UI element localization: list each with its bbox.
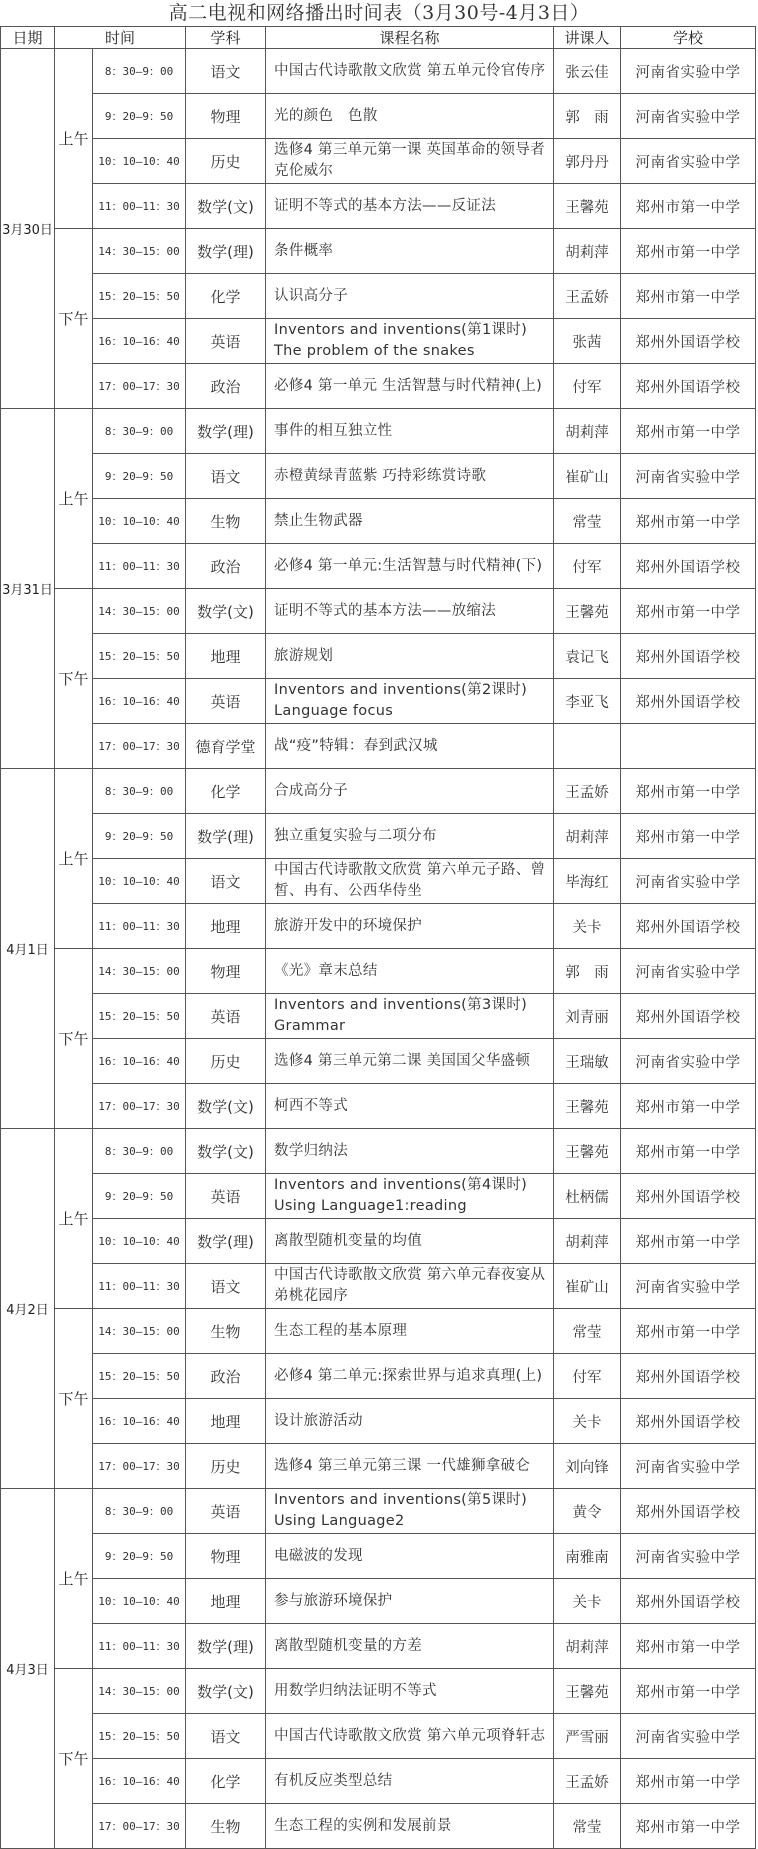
table-row — [1, 229, 756, 274]
time-cell: 17：00—17：30 — [93, 1444, 186, 1489]
time-cell: 10：10—10：40 — [93, 499, 186, 544]
subject-cell: 语文 — [186, 1264, 266, 1309]
course-cell: 旅游开发中的环境保护 — [266, 904, 554, 949]
school-cell: 河南省实验中学 — [621, 139, 756, 184]
time-cell: 8：30—9：00 — [93, 769, 186, 814]
course-cell: 生态工程的基本原理 — [266, 1309, 554, 1354]
subject-cell: 政治 — [186, 1354, 266, 1399]
table-row — [1, 184, 756, 229]
table-row — [1, 1174, 756, 1219]
teacher-cell: 袁记飞 — [554, 634, 621, 679]
teacher-cell: 王馨苑 — [554, 1084, 621, 1129]
school-cell: 郑州市第一中学 — [621, 1624, 756, 1669]
subject-cell: 英语 — [186, 1489, 266, 1534]
half-day-cell: 下午 — [55, 1669, 93, 1849]
school-cell: 郑州市第一中学 — [621, 1129, 756, 1174]
course-cell: 禁止生物武器 — [266, 499, 554, 544]
subject-cell: 物理 — [186, 949, 266, 994]
teacher-cell: 崔矿山 — [554, 454, 621, 499]
header-course: 课程名称 — [266, 27, 554, 49]
time-cell: 17：00—17：30 — [93, 364, 186, 409]
subject-cell: 地理 — [186, 634, 266, 679]
school-cell: 郑州市第一中学 — [621, 1669, 756, 1714]
subject-cell: 语文 — [186, 49, 266, 94]
school-cell: 郑州外国语学校 — [621, 679, 756, 724]
subject-cell: 英语 — [186, 1174, 266, 1219]
subject-cell: 政治 — [186, 544, 266, 589]
subject-cell: 化学 — [186, 1759, 266, 1804]
teacher-cell: 胡莉萍 — [554, 814, 621, 859]
course-cell: 数学归纳法 — [266, 1129, 554, 1174]
time-cell: 14：30—15：00 — [93, 949, 186, 994]
table-row — [1, 769, 756, 814]
half-day-cell: 上午 — [55, 769, 93, 949]
school-cell: 河南省实验中学 — [621, 949, 756, 994]
subject-cell: 生物 — [186, 1309, 266, 1354]
subject-cell: 数学(理) — [186, 1219, 266, 1264]
time-cell: 17：00—17：30 — [93, 1804, 186, 1849]
time-cell: 10：10—10：40 — [93, 139, 186, 184]
teacher-cell: 常莹 — [554, 1309, 621, 1354]
table-row — [1, 1624, 756, 1669]
table-row — [1, 859, 756, 904]
teacher-cell: 王孟娇 — [554, 769, 621, 814]
time-cell: 16：10—16：40 — [93, 319, 186, 364]
half-day-cell: 上午 — [55, 409, 93, 589]
table-row — [1, 1129, 756, 1174]
table-row — [1, 814, 756, 859]
school-cell: 郑州市第一中学 — [621, 769, 756, 814]
table-row — [1, 454, 756, 499]
schedule-body — [1, 49, 756, 1849]
half-day-cell: 下午 — [55, 1309, 93, 1489]
course-cell: 条件概率 — [266, 229, 554, 274]
course-cell: 必修4 第一单元:生活智慧与时代精神(下) — [266, 544, 554, 589]
time-cell: 8：30—9：00 — [93, 1489, 186, 1534]
course-cell: 证明不等式的基本方法——反证法 — [266, 184, 554, 229]
course-cell: 选修4 第三单元第二课 美国国父华盛顿 — [266, 1039, 554, 1084]
half-day-cell: 上午 — [55, 49, 93, 229]
course-cell: 战“疫”特辑：春到武汉城 — [266, 724, 554, 769]
table-row — [1, 1489, 756, 1534]
time-cell: 8：30—9：00 — [93, 49, 186, 94]
table-row — [1, 1714, 756, 1759]
time-cell: 9：20—9：50 — [93, 814, 186, 859]
time-cell: 11：00—11：30 — [93, 184, 186, 229]
table-row — [1, 1444, 756, 1489]
school-cell: 郑州市第一中学 — [621, 274, 756, 319]
time-cell: 8：30—9：00 — [93, 409, 186, 454]
table-row — [1, 634, 756, 679]
course-cell: 有机反应类型总结 — [266, 1759, 554, 1804]
time-cell: 11：00—11：30 — [93, 904, 186, 949]
school-cell: 郑州市第一中学 — [621, 499, 756, 544]
school-cell: 郑州市第一中学 — [621, 1084, 756, 1129]
time-cell: 14：30—15：00 — [93, 589, 186, 634]
course-cell: 证明不等式的基本方法——放缩法 — [266, 589, 554, 634]
school-cell: 河南省实验中学 — [621, 94, 756, 139]
header-time: 时间 — [55, 27, 186, 49]
time-cell: 9：20—9：50 — [93, 1534, 186, 1579]
teacher-cell: 刘向锋 — [554, 1444, 621, 1489]
time-cell: 15：20—15：50 — [93, 634, 186, 679]
course-cell: 认识高分子 — [266, 274, 554, 319]
course-cell: 合成高分子 — [266, 769, 554, 814]
subject-cell: 英语 — [186, 679, 266, 724]
table-row — [1, 544, 756, 589]
time-cell: 15：20—15：50 — [93, 1714, 186, 1759]
course-cell: 生态工程的实例和发展前景 — [266, 1804, 554, 1849]
course-cell: 柯西不等式 — [266, 1084, 554, 1129]
table-row — [1, 1039, 756, 1084]
half-day-cell: 下午 — [55, 229, 93, 409]
table-row — [1, 1399, 756, 1444]
header-subject: 学科 — [186, 27, 266, 49]
date-cell: 4月2日 — [1, 1129, 55, 1489]
time-cell: 9：20—9：50 — [93, 94, 186, 139]
time-cell: 11：00—11：30 — [93, 1264, 186, 1309]
subject-cell: 化学 — [186, 769, 266, 814]
table-row — [1, 949, 756, 994]
subject-cell: 物理 — [186, 94, 266, 139]
teacher-cell: 严雪丽 — [554, 1714, 621, 1759]
teacher-cell: 胡莉萍 — [554, 229, 621, 274]
time-cell: 16：10—16：40 — [93, 1399, 186, 1444]
course-cell: 选修4 第三单元第一课 英国革命的领导者克伦威尔 — [266, 139, 554, 184]
course-cell: Inventors and inventions(第1课时) The problem of the snakes — [266, 319, 554, 364]
school-cell: 河南省实验中学 — [621, 1039, 756, 1084]
school-cell: 郑州市第一中学 — [621, 409, 756, 454]
subject-cell: 德育学堂 — [186, 724, 266, 769]
subject-cell: 语文 — [186, 1714, 266, 1759]
school-cell: 郑州市第一中学 — [621, 229, 756, 274]
subject-cell: 地理 — [186, 1579, 266, 1624]
subject-cell: 语文 — [186, 454, 266, 499]
school-cell: 郑州外国语学校 — [621, 544, 756, 589]
school-cell: 郑州外国语学校 — [621, 1579, 756, 1624]
course-cell: 离散型随机变量的均值 — [266, 1219, 554, 1264]
course-cell: 中国古代诗歌散文欣赏 第六单元春夜宴从弟桃花园序 — [266, 1264, 554, 1309]
subject-cell: 物理 — [186, 1534, 266, 1579]
teacher-cell: 关卡 — [554, 904, 621, 949]
table-row — [1, 994, 756, 1039]
table-row — [1, 724, 756, 769]
teacher-cell: 王馨苑 — [554, 1669, 621, 1714]
page-title: 高二电视和网络播出时间表（3月30号-4月3日） — [168, 2, 590, 24]
school-cell: 郑州市第一中学 — [621, 589, 756, 634]
subject-cell: 地理 — [186, 904, 266, 949]
teacher-cell: 郭 雨 — [554, 949, 621, 994]
subject-cell: 化学 — [186, 274, 266, 319]
subject-cell: 生物 — [186, 1804, 266, 1849]
teacher-cell: 南雅南 — [554, 1534, 621, 1579]
course-cell: 中国古代诗歌散文欣赏 第六单元子路、曾皙、冉有、公西华侍坐 — [266, 859, 554, 904]
half-day-cell: 下午 — [55, 589, 93, 769]
course-cell: Inventors and inventions(第2课时) Language focus — [266, 679, 554, 724]
teacher-cell: 李亚飞 — [554, 679, 621, 724]
header-school: 学校 — [621, 27, 756, 49]
date-cell: 4月3日 — [1, 1489, 55, 1849]
time-cell: 14：30—15：00 — [93, 1669, 186, 1714]
course-cell: 离散型随机变量的方差 — [266, 1624, 554, 1669]
time-cell: 14：30—15：00 — [93, 1309, 186, 1354]
time-cell: 16：10—16：40 — [93, 679, 186, 724]
time-cell: 9：20—9：50 — [93, 1174, 186, 1219]
time-cell: 10：10—10：40 — [93, 859, 186, 904]
table-row — [1, 1084, 756, 1129]
teacher-cell: 杜柄儒 — [554, 1174, 621, 1219]
school-cell: 郑州市第一中学 — [621, 814, 756, 859]
subject-cell: 数学(理) — [186, 409, 266, 454]
course-cell: 旅游规划 — [266, 634, 554, 679]
course-cell: 事件的相互独立性 — [266, 409, 554, 454]
course-cell: Inventors and inventions(第4课时) Using Language1:reading — [266, 1174, 554, 1219]
school-cell: 郑州市第一中学 — [621, 1309, 756, 1354]
subject-cell: 语文 — [186, 859, 266, 904]
table-row — [1, 274, 756, 319]
school-cell: 河南省实验中学 — [621, 1444, 756, 1489]
teacher-cell: 黄令 — [554, 1489, 621, 1534]
teacher-cell: 付军 — [554, 364, 621, 409]
school-cell: 郑州外国语学校 — [621, 994, 756, 1039]
course-cell: 选修4 第三单元第三课 一代雄狮拿破仑 — [266, 1444, 554, 1489]
subject-cell: 英语 — [186, 994, 266, 1039]
time-cell: 15：20—15：50 — [93, 274, 186, 319]
schedule-table — [0, 26, 756, 1849]
subject-cell: 历史 — [186, 1039, 266, 1084]
school-cell: 郑州外国语学校 — [621, 1174, 756, 1219]
school-cell: 河南省实验中学 — [621, 454, 756, 499]
date-cell: 3月31日 — [1, 409, 55, 769]
course-cell: 必修4 第二单元:探索世界与追求真理(上) — [266, 1354, 554, 1399]
table-row — [1, 1534, 756, 1579]
table-row — [1, 1264, 756, 1309]
teacher-cell: 关卡 — [554, 1399, 621, 1444]
course-cell: 用数学归纳法证明不等式 — [266, 1669, 554, 1714]
teacher-cell: 关卡 — [554, 1579, 621, 1624]
table-row — [1, 409, 756, 454]
table-row — [1, 94, 756, 139]
table-row — [1, 589, 756, 634]
teacher-cell: 王馨苑 — [554, 184, 621, 229]
table-row — [1, 904, 756, 949]
half-day-cell: 上午 — [55, 1129, 93, 1309]
course-cell: Inventors and inventions(第5课时) Using Language2 — [266, 1489, 554, 1534]
time-cell: 17：00—17：30 — [93, 724, 186, 769]
course-cell: Inventors and inventions(第3课时) Grammar — [266, 994, 554, 1039]
school-cell: 郑州外国语学校 — [621, 319, 756, 364]
teacher-cell: 王馨苑 — [554, 1129, 621, 1174]
table-row — [1, 1804, 756, 1849]
subject-cell: 数学(文) — [186, 1669, 266, 1714]
table-row — [1, 679, 756, 724]
teacher-cell: 郭 雨 — [554, 94, 621, 139]
table-row — [1, 319, 756, 364]
time-cell: 14：30—15：00 — [93, 229, 186, 274]
half-day-cell: 上午 — [55, 1489, 93, 1669]
time-cell: 16：10—16：40 — [93, 1039, 186, 1084]
table-row — [1, 1219, 756, 1264]
time-cell: 9：20—9：50 — [93, 454, 186, 499]
table-row — [1, 499, 756, 544]
subject-cell: 数学(理) — [186, 814, 266, 859]
school-cell: 河南省实验中学 — [621, 859, 756, 904]
time-cell: 11：00—11：30 — [93, 1624, 186, 1669]
school-cell: 郑州外国语学校 — [621, 634, 756, 679]
course-cell: 参与旅游环境保护 — [266, 1579, 554, 1624]
header-date: 日期 — [1, 27, 55, 49]
school-cell: 郑州外国语学校 — [621, 1354, 756, 1399]
school-cell — [621, 724, 756, 769]
school-cell: 郑州市第一中学 — [621, 1759, 756, 1804]
teacher-cell: 毕海红 — [554, 859, 621, 904]
teacher-cell: 王馨苑 — [554, 589, 621, 634]
teacher-cell: 胡莉萍 — [554, 409, 621, 454]
time-cell: 15：20—15：50 — [93, 994, 186, 1039]
date-cell: 3月30日 — [1, 49, 55, 409]
table-row — [1, 1759, 756, 1804]
table-row — [1, 139, 756, 184]
teacher-cell: 张茜 — [554, 319, 621, 364]
course-cell: 光的颜色 色散 — [266, 94, 554, 139]
school-cell: 郑州外国语学校 — [621, 1489, 756, 1534]
half-day-cell: 下午 — [55, 949, 93, 1129]
teacher-cell: 付军 — [554, 544, 621, 589]
time-cell: 10：10—10：40 — [93, 1219, 186, 1264]
subject-cell: 数学(理) — [186, 229, 266, 274]
teacher-cell: 张云佳 — [554, 49, 621, 94]
teacher-cell — [554, 724, 621, 769]
course-cell: 中国古代诗歌散文欣赏 第五单元伶官传序 — [266, 49, 554, 94]
school-cell: 河南省实验中学 — [621, 1264, 756, 1309]
school-cell: 郑州市第一中学 — [621, 1219, 756, 1264]
table-row — [1, 364, 756, 409]
teacher-cell: 刘青丽 — [554, 994, 621, 1039]
time-cell: 16：10—16：40 — [93, 1759, 186, 1804]
subject-cell: 英语 — [186, 319, 266, 364]
subject-cell: 数学(文) — [186, 1129, 266, 1174]
subject-cell: 数学(文) — [186, 184, 266, 229]
time-cell: 10：10—10：40 — [93, 1579, 186, 1624]
teacher-cell: 王孟娇 — [554, 274, 621, 319]
teacher-cell: 崔矿山 — [554, 1264, 621, 1309]
header-row — [1, 27, 756, 49]
subject-cell: 生物 — [186, 499, 266, 544]
teacher-cell: 王孟娇 — [554, 1759, 621, 1804]
course-cell: 中国古代诗歌散文欣赏 第六单元项脊轩志 — [266, 1714, 554, 1759]
school-cell: 郑州外国语学校 — [621, 904, 756, 949]
table-row — [1, 1309, 756, 1354]
course-cell: 独立重复实验与二项分布 — [266, 814, 554, 859]
teacher-cell: 胡莉萍 — [554, 1624, 621, 1669]
time-cell: 11：00—11：30 — [93, 544, 186, 589]
header-teacher: 讲课人 — [554, 27, 621, 49]
school-cell: 郑州外国语学校 — [621, 1399, 756, 1444]
school-cell: 河南省实验中学 — [621, 49, 756, 94]
course-cell: 设计旅游活动 — [266, 1399, 554, 1444]
school-cell: 郑州市第一中学 — [621, 184, 756, 229]
teacher-cell: 付军 — [554, 1354, 621, 1399]
subject-cell: 历史 — [186, 1444, 266, 1489]
teacher-cell: 郭丹丹 — [554, 139, 621, 184]
subject-cell: 数学(理) — [186, 1624, 266, 1669]
time-cell: 15：20—15：50 — [93, 1354, 186, 1399]
course-cell: 赤橙黄绿青蓝紫 巧持彩练赏诗歌 — [266, 454, 554, 499]
date-cell: 4月1日 — [1, 769, 55, 1129]
time-cell: 17：00—17：30 — [93, 1084, 186, 1129]
school-cell: 郑州市第一中学 — [621, 1804, 756, 1849]
subject-cell: 历史 — [186, 139, 266, 184]
table-row — [1, 1354, 756, 1399]
school-cell: 河南省实验中学 — [621, 1534, 756, 1579]
school-cell: 河南省实验中学 — [621, 1714, 756, 1759]
course-cell: 电磁波的发现 — [266, 1534, 554, 1579]
time-cell: 8：30—9：00 — [93, 1129, 186, 1174]
table-row — [1, 1669, 756, 1714]
teacher-cell: 王瑞敏 — [554, 1039, 621, 1084]
teacher-cell: 常莹 — [554, 499, 621, 544]
subject-cell: 政治 — [186, 364, 266, 409]
table-row — [1, 49, 756, 94]
subject-cell: 地理 — [186, 1399, 266, 1444]
teacher-cell: 胡莉萍 — [554, 1219, 621, 1264]
table-row — [1, 1579, 756, 1624]
course-cell: 必修4 第一单元 生活智慧与时代精神(上) — [266, 364, 554, 409]
school-cell: 郑州外国语学校 — [621, 364, 756, 409]
teacher-cell: 常莹 — [554, 1804, 621, 1849]
course-cell: 《光》章末总结 — [266, 949, 554, 994]
subject-cell: 数学(文) — [186, 589, 266, 634]
subject-cell: 数学(文) — [186, 1084, 266, 1129]
